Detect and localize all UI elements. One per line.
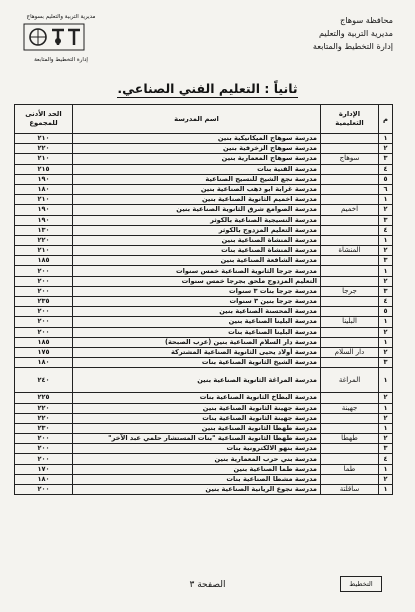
- min-total: ٢٠٠: [15, 434, 73, 444]
- school-name: مدرسة طهطا الثانوية الصناعية بنين: [73, 423, 321, 433]
- school-name: مدرسة سوهاج الميكانيكية بنين: [73, 134, 321, 144]
- row-number: ٥: [379, 174, 393, 184]
- logo-top-text: مديرية التربية والتعليم بسوهاج: [26, 14, 96, 20]
- row-number: ٣: [379, 358, 393, 368]
- school-name: مدرسة جرجا بنين ٣ سنوات: [73, 297, 321, 307]
- logo-bottom-text: إدارة التخطيط والمتابعة: [34, 57, 88, 63]
- row-number: ١: [379, 317, 393, 327]
- table-row: [15, 393, 393, 403]
- school-name: مدرسة جرجا بنات ٣ سنوات: [73, 286, 321, 296]
- table-row: [15, 235, 393, 245]
- row-number: ٢: [379, 393, 393, 403]
- school-name: مدرسة التعليم المزدوج بالكوثر: [73, 225, 321, 235]
- min-total: ٢٢٠: [15, 235, 73, 245]
- row-number: ٣: [379, 215, 393, 225]
- table-row: [15, 286, 393, 296]
- schools-table: [14, 104, 393, 495]
- table-row: [15, 368, 393, 393]
- row-number: ١: [379, 195, 393, 205]
- min-total: ٢٠٠: [15, 276, 73, 286]
- row-number: ١: [379, 423, 393, 433]
- table-row: [15, 225, 393, 235]
- min-total: ٢١٥: [15, 164, 73, 174]
- admin-name: [321, 134, 379, 144]
- table-row: [15, 423, 393, 433]
- row-number: ٤: [379, 297, 393, 307]
- school-name: مدرسة اخميم الثانوية الصناعية بنين: [73, 195, 321, 205]
- admin-name: [321, 423, 379, 433]
- school-name: مدرسة جهينة الثانوية الصناعية بنين: [73, 403, 321, 413]
- col-header-admin: الإدارة التعليمية: [321, 105, 379, 134]
- row-number: ٢: [379, 474, 393, 484]
- table-row: [15, 317, 393, 327]
- min-total: ١٨٥: [15, 256, 73, 266]
- min-total: ٢٢٠: [15, 403, 73, 413]
- table-row: [15, 195, 393, 205]
- admin-name: اخميم: [321, 205, 379, 215]
- admin-name: دار السلام: [321, 347, 379, 357]
- row-number: ١: [379, 266, 393, 276]
- table-row: [15, 307, 393, 317]
- page-number: الصفحة ٣: [189, 580, 226, 590]
- table-row: [15, 154, 393, 164]
- table-row: [15, 358, 393, 368]
- governorate-name: محافظة سوهاج: [340, 15, 393, 25]
- row-number: ٣: [379, 286, 393, 296]
- row-number: ١: [379, 403, 393, 413]
- table-row: [15, 134, 393, 144]
- admin-name: [321, 184, 379, 194]
- admin-name: طهطا: [321, 434, 379, 444]
- row-number: ٢: [379, 327, 393, 337]
- school-name: مدرسة المنشاة الصناعية بنات: [73, 246, 321, 256]
- row-number: ٣: [379, 256, 393, 266]
- school-name: مدرسة البلينا الصناعية بنات: [73, 327, 321, 337]
- directorate-name: مديرية التربية والتعليم: [318, 28, 393, 38]
- admin-name: [321, 454, 379, 464]
- admin-name: [321, 337, 379, 347]
- row-number: ٢: [379, 205, 393, 215]
- logo-emblem-icon: [22, 22, 86, 52]
- row-number: ٢: [379, 144, 393, 154]
- row-number: ١: [379, 235, 393, 245]
- col-header-school: اسم المدرسة: [73, 105, 321, 134]
- row-number: ١: [379, 368, 393, 393]
- admin-name: [321, 327, 379, 337]
- school-name: مدرسة المنشاة الصناعية بنين: [73, 235, 321, 245]
- min-total: ٢٣٥: [15, 297, 73, 307]
- school-name: مدرسة سوهاج الزخرفية بنين: [73, 144, 321, 154]
- table-row: [15, 464, 393, 474]
- table-row: [15, 347, 393, 357]
- row-number: ١: [379, 337, 393, 347]
- admin-name: [321, 276, 379, 286]
- row-number: ٤: [379, 164, 393, 174]
- table-row: [15, 444, 393, 454]
- min-total: ٢٠٠: [15, 286, 73, 296]
- row-number: ٢: [379, 413, 393, 423]
- school-name: مدرسة الصوامع شرق الثانوية الصناعية بنين: [73, 205, 321, 215]
- min-total: ٢٢٠: [15, 413, 73, 423]
- min-total: ١٣٠: [15, 225, 73, 235]
- school-name: مدرسة المراغة الثانوية الصناعية بنين: [73, 368, 321, 393]
- school-name: مدرسة جهينة الثانوية الصناعية بنات: [73, 413, 321, 423]
- table-row: [15, 485, 393, 495]
- table-row: [15, 297, 393, 307]
- min-total: ٢٠٠: [15, 444, 73, 454]
- admin-name: [321, 256, 379, 266]
- min-total: ٢١٠: [15, 154, 73, 164]
- admin-name: جهينة: [321, 403, 379, 413]
- admin-name: [321, 195, 379, 205]
- min-total: ٢٠٠: [15, 266, 73, 276]
- school-name: مدرسة نجوع الريانية الصناعية بنين: [73, 485, 321, 495]
- admin-name: [321, 307, 379, 317]
- min-total: ٢٢٠: [15, 144, 73, 154]
- school-name: مدرسة بنهو الالكترونية بنات: [73, 444, 321, 454]
- table-row: [15, 164, 393, 174]
- min-total: ١٩٠: [15, 205, 73, 215]
- min-total: ٢١٠: [15, 246, 73, 256]
- min-total: ١٨٠: [15, 474, 73, 484]
- col-header-number: م: [379, 105, 393, 134]
- min-total: ٢٠٠: [15, 317, 73, 327]
- row-number: ١: [379, 134, 393, 144]
- min-total: ٢٠٠: [15, 485, 73, 495]
- table-row: [15, 403, 393, 413]
- row-number: ٣: [379, 444, 393, 454]
- table-row: [15, 215, 393, 225]
- admin-name: [321, 413, 379, 423]
- admin-name: [321, 215, 379, 225]
- admin-name: سوهاج: [321, 154, 379, 164]
- min-total: ١٩٠: [15, 215, 73, 225]
- row-number: ٥: [379, 307, 393, 317]
- section-title: [0, 81, 415, 96]
- table-row: [15, 256, 393, 266]
- admin-name: [321, 358, 379, 368]
- school-name: مدرسة غرابة ابو ذهب الصناعية بنين: [73, 184, 321, 194]
- row-number: ٤: [379, 454, 393, 464]
- table-row: [15, 327, 393, 337]
- admin-name: المنشاة: [321, 246, 379, 256]
- col-header-min-total: الحد الأدنى للمجموع: [15, 105, 73, 134]
- table-row: [15, 474, 393, 484]
- school-name: مدرسة بني حرب المعمارية بنين: [73, 454, 321, 464]
- min-total: ٢١٠: [15, 134, 73, 144]
- table-row: [15, 337, 393, 347]
- row-number: ٤: [379, 225, 393, 235]
- admin-name: [321, 164, 379, 174]
- table-row: [15, 454, 393, 464]
- admin-name: [321, 474, 379, 484]
- section-title-text: ثانياً : التعليم الفني الصناعي.: [117, 81, 298, 96]
- school-name: مدرسة نجع الشيخ للنسيج الصناعية: [73, 174, 321, 184]
- admin-name: [321, 266, 379, 276]
- admin-name: [321, 235, 379, 245]
- school-name: مدرسة جرجا الثانوية الصناعية خمس سنوات: [73, 266, 321, 276]
- min-total: ٢٢٥: [15, 393, 73, 403]
- row-number: ١: [379, 464, 393, 474]
- admin-name: [321, 174, 379, 184]
- logo: [22, 14, 100, 66]
- table-row: [15, 174, 393, 184]
- admin-name: [321, 225, 379, 235]
- min-total: ٢٠٠: [15, 327, 73, 337]
- row-number: ٣: [379, 154, 393, 164]
- admin-name: البلينا: [321, 317, 379, 327]
- row-number: ٢: [379, 246, 393, 256]
- min-total: ١٨٠: [15, 184, 73, 194]
- table-row: [15, 434, 393, 444]
- table-row: [15, 184, 393, 194]
- min-total: ٢٠٠: [15, 307, 73, 317]
- school-name: مدرسة دار السلام الصناعية بنين (عرب الصبحة): [73, 337, 321, 347]
- admin-name: جرجا: [321, 286, 379, 296]
- school-name: مدرسة البلينا الصناعية بنين: [73, 317, 321, 327]
- min-total: ٢٠٠: [15, 454, 73, 464]
- school-name: مدرسة الشيخ الثانوية الصناعية بنات: [73, 358, 321, 368]
- table-body: [15, 134, 393, 495]
- min-total: ١٨٥: [15, 337, 73, 347]
- school-name: مدرسة النسيجية الصناعية بالكوثر: [73, 215, 321, 225]
- admin-name: ساقلتة: [321, 485, 379, 495]
- min-total: ١٨٠: [15, 358, 73, 368]
- school-name: مدرسة البطاخ الثانوية الصناعية بنات: [73, 393, 321, 403]
- school-name: مدرسة الشافعة الصناعية بنين: [73, 256, 321, 266]
- min-total: ١٧٠: [15, 464, 73, 474]
- row-number: ٢: [379, 347, 393, 357]
- header-governorate-block: [313, 14, 393, 53]
- min-total: ٢٤٠: [15, 368, 73, 393]
- min-total: ١٧٥: [15, 347, 73, 357]
- table-row: [15, 276, 393, 286]
- school-name: مدرسة مشطا الصناعية بنات: [73, 474, 321, 484]
- school-name: مدرسة سوهاج المعمارية بنين: [73, 154, 321, 164]
- min-total: ٢١٠: [15, 195, 73, 205]
- department-name: إدارة التخطيط والمتابعة: [312, 41, 393, 51]
- table-row: [15, 413, 393, 423]
- admin-name: [321, 444, 379, 454]
- min-total: ١٩٠: [15, 174, 73, 184]
- admin-name: المراغة: [321, 368, 379, 393]
- admin-name: [321, 144, 379, 154]
- admin-name: [321, 297, 379, 307]
- stamp-box: التخطيط: [340, 576, 382, 592]
- admin-name: [321, 393, 379, 403]
- school-name: مدرسة طهطا الثانوية الصناعية "بنات المستشار حلمي عبد الآخر": [73, 434, 321, 444]
- row-number: ١: [379, 485, 393, 495]
- table-row: [15, 205, 393, 215]
- admin-name: طما: [321, 464, 379, 474]
- table-row: [15, 246, 393, 256]
- school-name: مدرسة أولاد يحيى الثانوية الصناعية المشتركة: [73, 347, 321, 357]
- min-total: ٢٣٠: [15, 423, 73, 433]
- row-number: ٢: [379, 276, 393, 286]
- table-row: [15, 266, 393, 276]
- school-name: التعليم المزدوج ملحق بجرجا خمس سنوات: [73, 276, 321, 286]
- row-number: ٢: [379, 434, 393, 444]
- table-row: [15, 144, 393, 154]
- school-name: مدرسة المحسنة الصناعية بنين: [73, 307, 321, 317]
- school-name: مدرسة طما الصناعية بنين: [73, 464, 321, 474]
- school-name: مدرسة الفنية بنات: [73, 164, 321, 174]
- row-number: ٦: [379, 184, 393, 194]
